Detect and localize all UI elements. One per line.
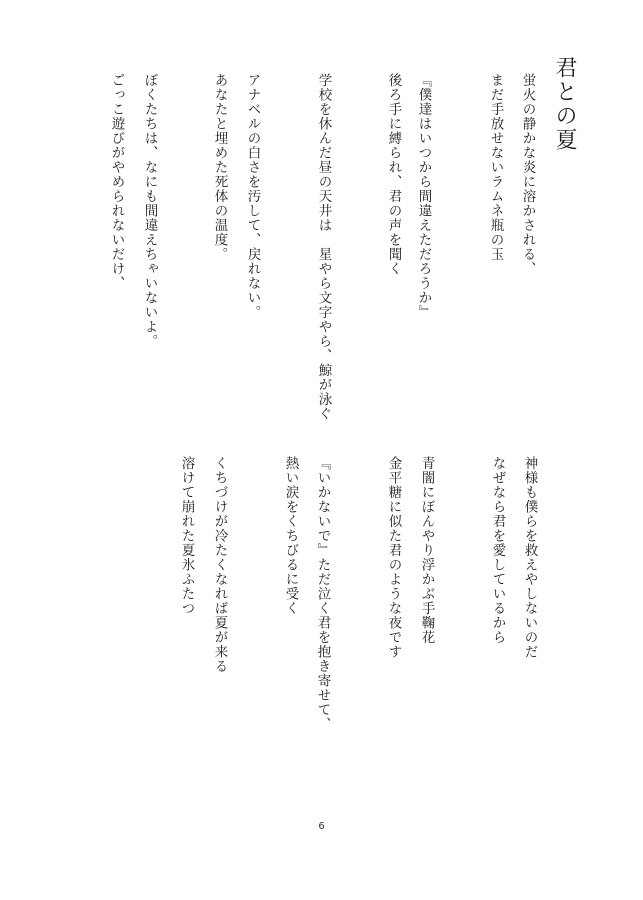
poem-line: くちづけが冷たくなれば夏が来る <box>211 456 228 674</box>
poem-line: 青闇にぼんやり浮かぶ手鞠花 <box>418 456 435 645</box>
poem-line: あなたと埋めた死体の温度。 <box>211 73 228 262</box>
poem-line: 神様も僕らを救えやしないのだ <box>521 456 538 659</box>
poem-line: ごっこ遊びがやめられないだけ、 <box>108 73 125 291</box>
poem-line: 蛍火の静かな炎に溶かされる、 <box>519 73 536 276</box>
poem-line: 溶けて崩れた夏氷ふたつ <box>178 456 195 616</box>
poem-line: 後ろ手に縛られ、君の声を聞く <box>385 73 402 276</box>
poem-line: 熱い涙をくちびるに受く <box>282 456 299 616</box>
page-number: 6 <box>318 821 325 832</box>
poem-title: 君との夏 <box>552 56 577 152</box>
poem-line: 学校を休んだ昼の天井は 星やら文字やら、鯨が泳ぐ <box>315 73 332 421</box>
poem-line: なぜなら君を愛しているから <box>489 456 506 645</box>
poem-line: 金平糖に似た君のような夜です <box>385 456 402 659</box>
poem-line: アナベルの白さを汚して、戻れない。 <box>244 73 261 320</box>
poem-line: 『いかないで』ただ泣く君を抱き寄せて、 <box>314 456 331 732</box>
poem-line: ぼくたちは、なにも間違えちゃいないよ。 <box>141 73 158 349</box>
poem-line: 『僕達はいつから間違えただろうか』 <box>415 73 432 320</box>
poem-line: まだ手放せないラムネ瓶の玉 <box>487 73 504 262</box>
